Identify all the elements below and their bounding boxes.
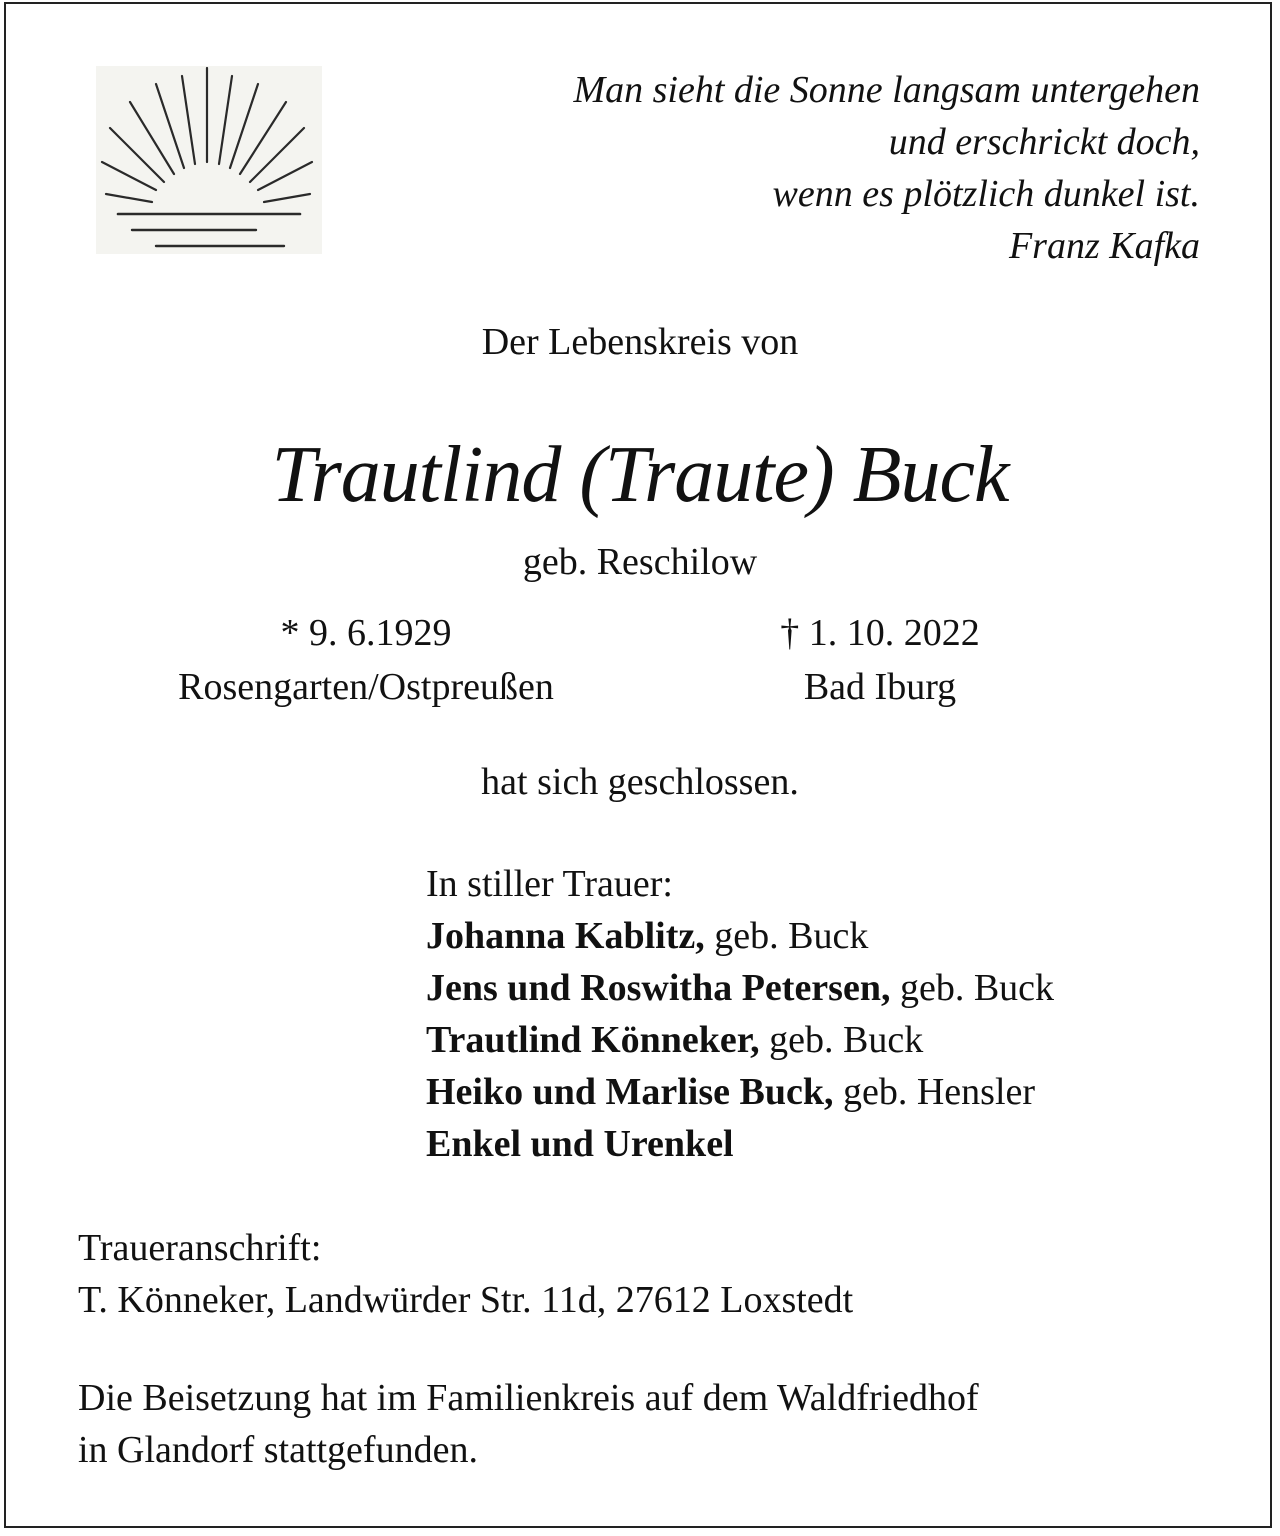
quote-line: Man sieht die Sonne langsam untergehen [573,69,1200,111]
mourner-entry [426,1014,1054,1066]
burial-line: Die Beisetzung hat im Familienkreis auf dem Waldfriedhof [78,1377,979,1419]
mourner-note: geb. Buck [890,967,1055,1009]
kafka-quote [400,64,1200,272]
address-label: Traueranschrift: [78,1227,322,1269]
mourner-entry [426,1118,1054,1170]
quote-line: und erschrickt doch, [888,121,1200,163]
mourners-heading: In stiller Trauer: [426,863,673,905]
address-value: T. Könneker, Landwürder Str. 11d, 27612 Loxstedt [78,1279,854,1321]
intro-text: Der Lebenskreis von [481,321,799,363]
mourner-name: Jens und Roswitha Petersen, [426,967,891,1009]
quote-line: wenn es plötzlich dunkel ist. [772,173,1200,215]
death-place: Bad Iburg [803,666,957,708]
birth-place: Rosengarten/Ostpreußen [178,666,554,708]
burial-note [78,1372,979,1476]
mourner-name: Heiko und Marlise Buck, [426,1071,834,1113]
birth-date: * 9. 6.1929 [280,612,452,654]
mourner-note: geb. Buck [759,1019,924,1061]
mourning-address [78,1222,853,1326]
death-date: † 1. 10. 2022 [780,612,980,654]
closing-text: hat sich geschlossen. [481,761,799,803]
burial-line: in Glandorf stattgefunden. [78,1429,478,1471]
mourner-entry [426,1066,1054,1118]
mourner-name: Johanna Kablitz, [426,915,705,957]
mourners-list [426,858,1054,1170]
mourner-note: geb. Buck [704,915,869,957]
setting-sun-icon [96,66,322,254]
death-info [640,606,1120,714]
birth-name: geb. Reschilow [522,541,758,583]
birth-info [86,606,646,714]
mourner-name: Enkel und Urenkel [426,1123,734,1165]
deceased-name: Trautlind (Traute) Buck [271,431,1009,519]
mourner-entry [426,962,1054,1014]
quote-author: Franz Kafka [1008,225,1200,267]
mourner-name: Trautlind Könneker, [426,1019,760,1061]
mourner-note: geb. Hensler [833,1071,1036,1113]
mourner-entry [426,910,1054,962]
